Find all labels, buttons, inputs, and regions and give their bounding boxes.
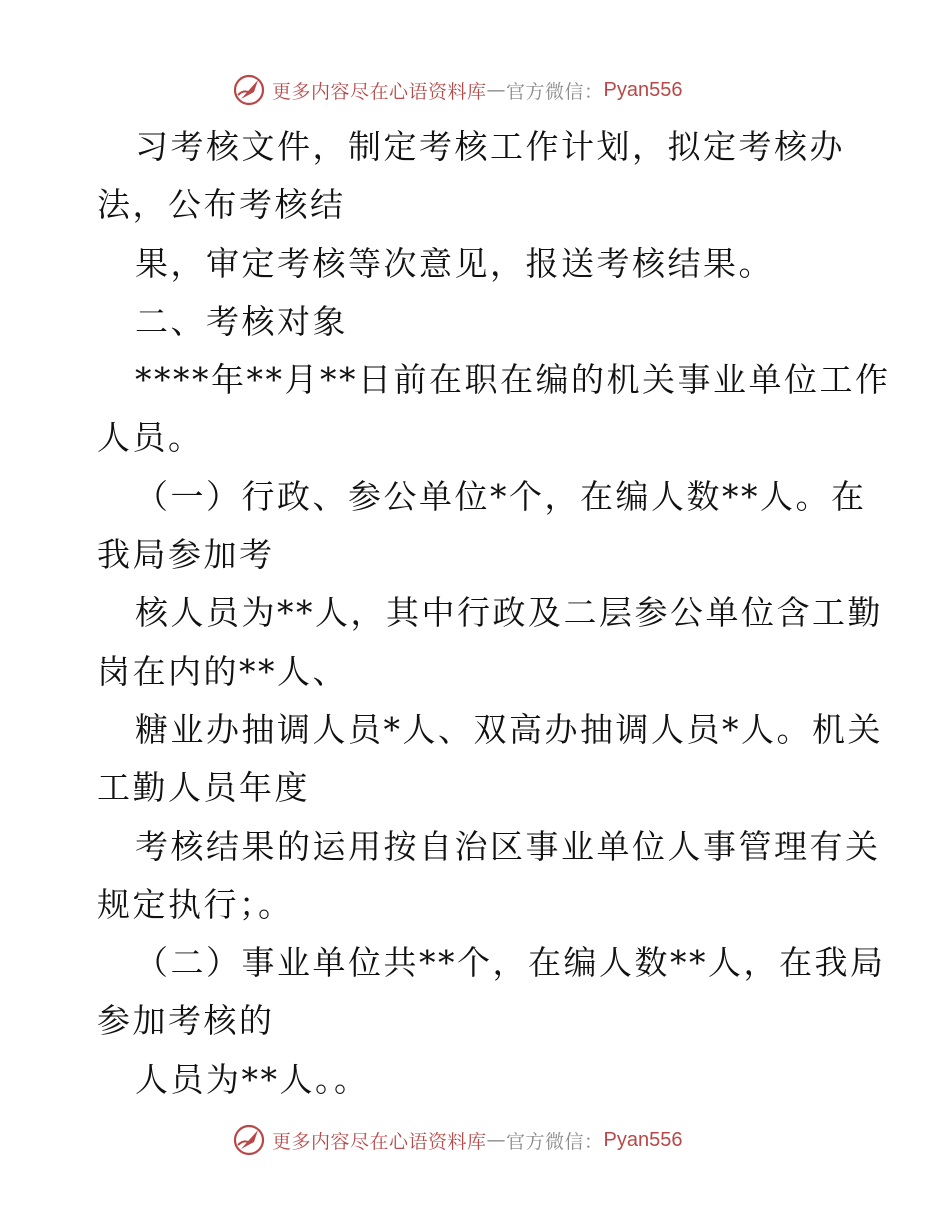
watermark-dash: — xyxy=(486,79,507,101)
body-line: 人员为**人。。 xyxy=(135,1059,370,1099)
body-line: （一）行政、参公单位*个，在编人数**人。在 xyxy=(135,476,867,516)
body-line: 我局参加考 xyxy=(97,535,275,575)
body-line: 法，公布考核结 xyxy=(97,185,346,225)
body-line: 参加考核的 xyxy=(97,1001,275,1041)
document-body xyxy=(97,118,891,1109)
watermark-main-text: 更多内容尽在心语资料库 xyxy=(272,80,487,103)
body-line: 规定执行；。 xyxy=(97,884,294,924)
body-line: （二）事业单位共**个，在编人数**人，在我局 xyxy=(135,943,886,983)
body-line: 岗在内的**人、 xyxy=(97,651,348,691)
footer-watermark xyxy=(232,1122,683,1158)
watermark-label: 官方微信： xyxy=(506,1130,604,1153)
body-line: 习考核文件，制定考核工作计划，拟定考核办 xyxy=(135,127,845,166)
body-line: 工勤人员年度 xyxy=(97,768,310,808)
watermark-id: Pyan556 xyxy=(603,1128,683,1151)
body-line: ****年**月**日前在职在编的机关事业单位工作 xyxy=(135,360,891,400)
watermark-label: 官方微信： xyxy=(506,80,604,103)
body-line: 核人员为**人，其中行政及二层参公单位含工勤 xyxy=(135,593,883,633)
body-line: 糖业办抽调人员*人、双高办抽调人员*人。机关 xyxy=(135,709,883,749)
watermark-dash: — xyxy=(486,1129,507,1151)
body-line: 考核结果的运用按自治区事业单位人事管理有关 xyxy=(135,826,881,866)
quill-logo-icon xyxy=(232,1123,266,1157)
quill-logo-icon xyxy=(232,73,266,107)
section-heading: 二、考核对象 xyxy=(135,301,348,341)
watermark-id: Pyan556 xyxy=(603,78,683,101)
header-watermark xyxy=(232,72,683,108)
body-line: 果，审定考核等次意见，报送考核结果。 xyxy=(135,243,774,283)
watermark-main-text: 更多内容尽在心语资料库 xyxy=(272,1130,487,1153)
body-line: 人员。 xyxy=(97,418,204,458)
